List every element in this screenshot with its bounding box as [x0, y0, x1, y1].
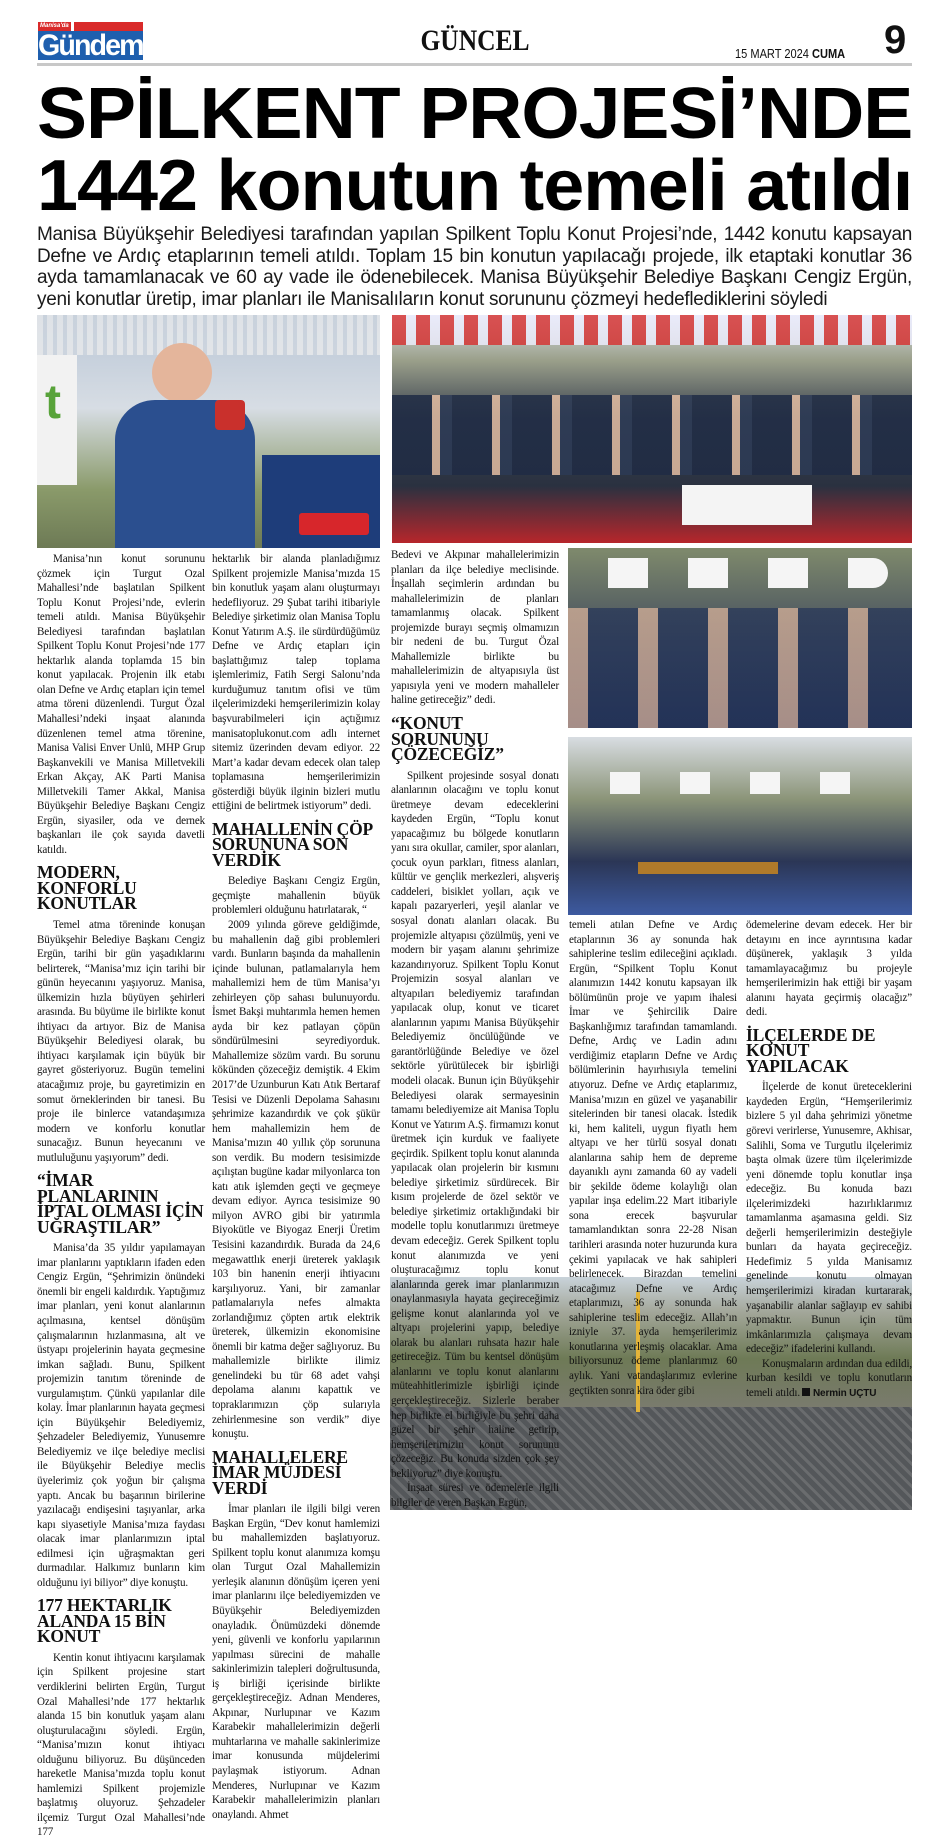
author-byline: Nermin UÇTU: [812, 1387, 877, 1399]
body-paragraph: İmar planları ile ilgili bilgi veren Başkan Ergün, “Dev konut hamlemizi bu mahallemizden başlatıyoruz. Spilkent toplu konut alanımıza komşu olan Turgut Ozal Mahallemizin yerleşik alanının dönüşüm içeren yeni imar planlarını ilçe belediyemizden ve Büyükşehir Belediyemizden onayladık. Önümüzdeki dönemde yeni, güvenli ve konforlu yapılarının yapılması sürecini de mahalle sakinlerimizin talepleri doğrultusunda, iş birliği içerisinde birlikte gerçekleştireceğiz. Adnan Menderes, Akpınar, Nurlupınar ve Kazım Karabekir mahallelerimizin değerli muhtarlarına ve mahalle sakinlerimize imar konusunda müjdelerimi paylaşmak istiyorum. Adnan Menderes, Nurlupınar ve Kazım Karabekir mahallelerimizin planları onaylandı. Ahmet: [212, 1503, 380, 1821]
article-column-2: [212, 552, 380, 1822]
subheading: “İMAR PLANLARININ İPTAL OLMASI İÇİN UĞRAŞTILAR”: [37, 1170, 204, 1237]
body-paragraph: hektarlık bir alanda planladığımız Spilkent projemizle Manisa’mızda 15 bin konutluk yaşam alanı oluşturmayı hedefliyoruz. 29 Şubat tarihi itibariyle Belediye şirketimiz olan Manisa Toplu Konut Yatırım A.Ş. ile sürdürdüğümüz Defne ve Ardıç etapları için başlattığımız talep toplama işlemlerimiz, Fatih Sergi Salonu’nda kurduğumuz tanıtım ofisi ve tüm ilçelerimizdeki hemşerilerimizin kolay başvurabilmeleri için açtığımız manisatoplukonut.com adlı internet sitemiz üzerinden devam ediyor. 22 Mart’a kadar devam edecek olan talep toplamasına hemşerilerimizin gösterdiği büyük ilginin bizleri mutlu ettiğini de belirtmek istiyorum” dedi.: [212, 553, 380, 813]
byline-square-icon: [802, 1388, 810, 1396]
logo-main-text: Gündem: [38, 31, 143, 60]
body-paragraph: Belediye Başkanı Cengiz Ergün, geçmişte mahallenin büyük problemleri olduğunu hatırlatarak, “: [212, 875, 380, 917]
issue-date: [735, 46, 845, 61]
headline-line-2: 1442 konutun temeli atıldı: [37, 146, 913, 226]
body-paragraph: temeli atılan Defne ve Ardıç etaplarının 36 ay sonunda hak sahiplerine teslim edileceğini açıkladı. Ergün, “Spilkent Toplu Konut alanımızın 1442 konutu kapsayan ilk bölümünün proje ve yapım ihalesi İmar ve Şehircilik Daire Başkanlığımız tarafından tamamlandı. Defne, Ardıç ve Ladin adını verdiğimiz etapların Defne ve Ardıç bölümlerinin hayırhısıyla temelini atıyoruz. Defne ve Ardıç etaplarımız, Manisa’mızın en güzel ve yaşanabilir sitelerinden bir tanesi olacak. İstedik ki, hem kaliteli, uygun fiyatlı hem altyapı ve her türlü sosyal donatı alanlarına sahip hem de depreme dayanıklı aynı zamanda 60 ay vadeli bir şekilde ödeme kolaylığı olan yapılar inşa edelim.22 Mart itibariyle sona erecek başvurular tamamlandıktan sonra 22-28 Nisan tarihleri arasında noter huzurunda kura çekimi yapılacak ve hak sahipleri belirlenecek. Birazdan temelini atacağımız Defne ve Ardıç etaplarımızı, 36 ay sonunda hak sahiplerine teslim edeceğiz. Allah’ın izniyle 37. ayda hemşerilerimiz konutlarına yerleşmiş olacaklar. Ama biliyorsunuz ödeme planlarımız 60 aylık. Yani vatandaşlarımız evlerine geçtikten sonra kira öder gibi: [569, 919, 737, 1397]
logo-small-text: Manisa'da: [40, 23, 69, 29]
body-paragraph: İnşaat süresi ve ödemelerle ilgili bilgiler de veren Başkan Ergün,: [391, 1482, 559, 1509]
day-text: CUMA: [812, 46, 846, 61]
subheading: İLÇELERDE DE KONUT YAPILACAK: [746, 1024, 876, 1076]
body-paragraph: Bedevi ve Akpınar mahallelerimizin planları da ilçe belediye meclisinde. İnşallah seçimlerin ardından bu mahallelerimizin de planları tamamlanmış olacak. Spilkent projemizde burayı seçmiş olmamızın bir nedeni de bu. Turgut Özal Mahallemizle birlikte bu mahallelerimizin de altyapısıyla üst yapısıyla yeni ve modern mahalleler haline getireceğiz” dedi.: [391, 549, 559, 707]
paragraph-text: Konuşmaların ardından dua edildi, kurban kesildi ve toplu konutların temeli atıldı.: [746, 1357, 912, 1399]
body-paragraph: Spilkent projesinde sosyal donatı alanlarının olacağını ve toplu konut üretmeye devam edeceklerini kaydeden Ergün, “Toplu konut yapacağımız bu bölgede konutların yanı sıra okullar, camiler, spor alanları, çocuk oyun parkları, fitness alanları, kültür ve gençlik merkezleri, alışveriş caddeleri, bisiklet yolları, açık ve kapalı pazaryerleri, yeşil alanlar ve sosyal donatı alanları olacak. Bu projemizle altyapısı çözülmüş, yeni ve modern bir yaşam alanını şehrimize kazandırıyoruz. Spilkent Toplu Konut Projemizin sosyal alanları ve altyapıları belediyemiz tarafından yapılacak olup, konut ve ticaret alanlarının yapımı Manisa Büyükşehir Belediyemiz öncülüğünde ve garantörlüğünde Belediye ve özel sektörle yürütülecek bir işbirliği modeli olacak. Bunun için Büyükşehir Belediyesi olarak sermayesinin tamamı belediyemize ait Manisa Toplu Konut ve Yatırım A.Ş. firmamızı konut üretmek için kurduk ve faaliyete geçirdik. Spilkent toplu konut alanında yapılacak olan projelerin bir kısmını belediye şirketimiz sürdürecek. Bir kısım projelerde de özel sektör ve belediye şirketimiz ortaklığındaki bir modelle toplu konutlarımızı üretmeye devam edeceğiz. Gerek Spilkent toplu konut alanımızda ve yeni oluşturacağımız toplu konut alanlarında gerek imar planlarımızın onaylanmasıyla hayata geçireceğimiz gelişme konut alanlarında yol ve altyapı projelerini yapıp, belediye olarak bu alanları ruhsata hazır hale getireceğiz. Tüm bu kentsel dönüşüm alanlarını ve toplu konut alanlarını müteahhitlerimizle işbirliği içinde gerçekleştireceğiz. Sizlerle beraber hep birlikte el birliğiyle bu şehri daha güzel bir şehir haline getirip, hemşerilerimizin konut sorununu çözeceğiz. Bu konuda sizden çok şey bekliyoruz” diye konuştu.: [391, 769, 559, 1480]
article-column-4: [569, 918, 737, 1398]
body-paragraph: Temel atma töreninde konuşan Büyükşehir Belediye Başkanı Cengiz Ergün, tarihi bir gün yaşadıklarını belirterek, “Manisa’mız için tarihi bir günün heyecanını yaşıyoruz. Manisa, ülkemizin hızla büyüyen şehirleri arasında. Bu büyüme ile birlikte konut ihtiyacı da artıyor. Biz de Manisa Büyükşehir Belediyesi olarak, bu ihtiyacı karşılamak için büyük bir gayret gösteriyoruz. Bugün temelini atacağımız proje, bu gayretimizin en somut örneklerinden bir tanesi. Bu proje ile binlerce vatandaşımıza modern ve konforlu konutlar sunacağız. Bunun heyecanını ve mutluluğunu yaşıyorum” dedi.: [37, 918, 205, 1164]
body-paragraph: İlçelerde de konut üreteceklerini kaydeden Ergün, “Hemşerilerimiz bizlere 5 yıl daha şehrimizi yönetme görevi verirlerse, Yunusemre, Akhisar, Salihli, Soma ve Turgutlu ilçelerimiz başta olmak üzere tüm ilçelerimizde yeni dönemde toplu konutlar inşa edeceğiz. Bu konuda bazı ilçelerimizdeki hazırlıklarımız tamamlanma aşamasına geldi. Siz değerli hemşerilerimizin desteğiyle bunları da hayata geçireceğiz. Hedefimiz 5 yılda Manisamız genelinde konutu olmayan hemşerilerimizi kiradan kurtararak, yaşanabilir alanlar sağlayıp ev sahibi yapmaktır. Bunun için tüm imkânlarımızla çalışmaya devam edeceğiz” ifadelerini kullandı.: [746, 1081, 912, 1356]
photo-officials-foundation-ceremony: [568, 737, 912, 915]
photo-officials-seated-audience: [392, 315, 912, 543]
page-number: 9: [884, 18, 907, 62]
body-paragraph: Manisa’da 35 yıldır yapılamayan imar planlarını yaptıkların ifaden eden Cengiz Ergün, “Şehrimizin önündeki önemli bir engeli kaldırdık. Yaptığımız imar planları, yeni konut alanlarının açılmasına, kentsel dönüşüm çalışmalarının hızlanmasına, alt ve üstyapı projelerinin hayata geçmesine imkan sağladı. Bunu, Spilkent projemizin tanıtım töreninde de vurgulamıştım. Çünkü yapılanlar dile kolay. İmar planlarının hayata geçmesi için Büyükşehir Belediyemiz, Şehzadeler Belediyemiz, Yunusemre Belediyemiz ve ilçe belediye meclisi ile Büyükşehir Belediye meclis üyelerimiz çok yoğun bir çalışma yaptı. Ancak bu başarının birilerine yazılacağı endişesini taşıyanlar, arka kapı siyasetiyle Manisa’mıza faydası olacak imar planlarımızın iptal edilmesi için uğraşmaktan geri durmadılar. Halkımız bunların kim olduğunu iyi biliyor” diye konuştu.: [37, 1242, 205, 1589]
body-paragraph: Manisa’nın konut sorununu çözmek için Turgut Ozal Mahallesi’nde başlatılan Spilkent Toplu Konut Projesi’nde, evlerin temeli atıldı. Manisa Büyükşehir Belediyesi tarafından başlatılan Spilkent Toplu Konut Projesi’nde 177 hektarlık alanda toplamda 15 bin konut yapılacak. Projenin ilk etabı olan Defne ve Ardıç etapları için temel atma töreni düzenlendi. Turgut Özal Mahallesi’ndeki inşaat alanında düzenlenen temel atma törenine, Manisa Valisi Enver Unlü, MHP Grup Başkanvekili ve Manisa Milletvekili Erkan Akçay, AK Parti Manisa Milletvekili Tamer Akkal, Manisa Büyükşehir Belediye Başkanı Cengiz Ergün, siyasiler, oda ve dernek başkanları ile çok sayıda davetli katıldı.: [37, 553, 205, 856]
article-column-3: [391, 548, 559, 1510]
photo-speaker-at-podium: t: [37, 315, 380, 548]
body-paragraph: 2009 yılında göreve geldiğimde, bu mahallenin dağ gibi problemleri vardı. Bunların başında da mahallenin içinde bulunan, patlamalarıyla hem mahallemizi hem de tüm Manisa’yı zehirleyen çöp sahası bulunuyordu. İsmet Bakşi muhtarımla hemen hemen ayda bir kez patlayan çöpün söndürülmesini seyrediyorduk. Mahallemize sözüm vardı. Bu sorunu kökünden çözeceğiz demiştik. 4 Ekim 2017’de Uzunburun Katı Atık Bertaraf Tesisi ve Düzenli Depolama Sahasını şehrimize kazandırdık ve çok şükür hem mahallemizin hem de Manisa’mızın 40 yıllık çöp sorununa son verdik. Bu modern tesisimizde açılıştan bugüne kadar milyonlarca ton katı atık işlemden geçti ve geçmeye devam ediyor. Ayrıca tesisimize 90 milyon AVRO gibi bir yatırımla Biyokütle ve Biyogaz Enerji Üretim Tesisini kazandırdık. Burada da 24,6 megawattlık enerji üreterek yaklaşık 103 bin hanenin enerji ihtiyacını karşılıyoruz. Yani, bir zamanlar patlamalarıyla nefes almakta zorlandığımız çöpten artık elektrik üreterek, ülkemizin ekonomisine önemli bir katma değer sağlıyoruz. Bu mahallemizle birlikte ilimiz genelindeki bu tür 68 adet vahşi depolama alanını kapattık ve topraklarımızın çöp sularıyla zehirlenmesine son verdik” diye konuştu.: [212, 918, 380, 1441]
article-deck: Manisa Büyükşehir Belediyesi tarafından yapılan Spilkent Toplu Konut Projesi’nde, 1442 konutu kapsayan Defne ve Ardıç etaplarının temeli atıldı. Toplam 15 bin konutun yapılacağı projede, ilk etaptaki konutlar 36 ayda tamamlanacak ve 60 ay vade ile ödenebilecek. Manisa Büyükşehir Belediye Başkanı Cengiz Ergün, yeni konutlar üretip, imar planları ile Manisalıların konut sorununu çözmeyi hedeflediklerini söyledi: [37, 224, 912, 310]
article-column-5: [746, 918, 912, 1400]
body-paragraph: ödemelerine devam edecek. Her bir detayını en ince ayrıntısına kadar düşünerek, yaklaşık 3 yılda tamamlayacağımız bu projeyle hemşerilerimizin hak ettiği bir yaşam alanını hayata geçirmiş olacağız” dedi.: [746, 919, 912, 1019]
section-title: GÜNCEL: [420, 24, 530, 57]
headline-line-1: SPİLKENT PROJESİ’NDE: [37, 74, 913, 154]
subheading: MAHALLELERE İMAR MÜJDESİ VERDİ: [212, 1446, 348, 1498]
subheading: 177 HEKTARLIK ALANDA 15 BİN KONUT: [37, 1595, 172, 1647]
date-text: 15 MART 2024: [735, 46, 809, 61]
subheading: “KONUT SORUNUNU ÇÖZECEĞİZ”: [391, 713, 504, 765]
article-column-1: [37, 552, 205, 1840]
body-paragraph: [746, 1357, 912, 1401]
photo-officials-praying-hardhats: [568, 548, 912, 728]
body-paragraph: Kentin konut ihtiyacını karşılamak için Spilkent projesine start verdiklerini belirten Ergün, Turgut Ozal Mahallesi’nde 177 hektarlık alanda 15 bin konutluk yaşam alanı oluşturulacağını söyledi. Ergün, “Manisa’mızın konut ihtiyacı olduğunu biliyoruz. Bu düşünceden hareketle Manisa’mızda toplu konut hamlemizi Spilkent projemizle başlatmış oluyoruz. Şehzadeler ilçemiz Turgut Ozal Mahallesi’nde 177: [37, 1651, 205, 1839]
header-divider: [37, 63, 912, 66]
subheading: MODERN, KONFORLU KONUTLAR: [37, 862, 137, 914]
subheading: MAHALLENİN ÇÖP SORUNUNA SON VERDİK: [212, 818, 373, 870]
